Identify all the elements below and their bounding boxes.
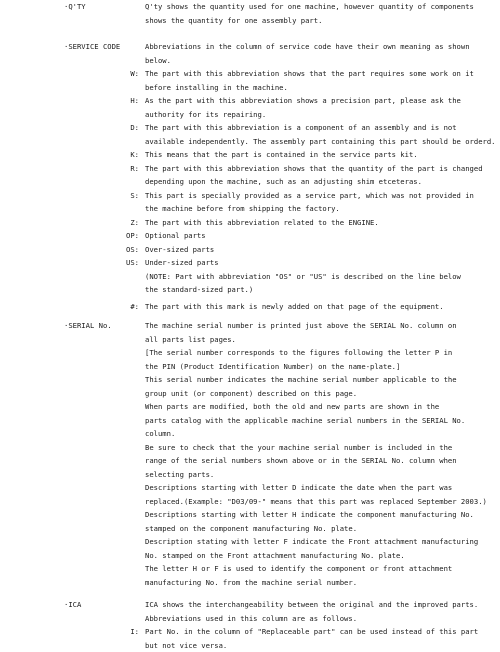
code-entry-op [145,229,490,243]
code-entry-h [145,94,490,121]
serial-line: The machine serial number is printed just above the SERIAL No. column on [145,319,490,333]
code-label: Z: [119,216,139,230]
code-line: before installing in the machine. [145,81,490,95]
qty-line: shows the quantity for one assembly part. [145,14,490,28]
serial-line: Be sure to check that the your machine serial number is included in the [145,441,490,455]
code-line: available independently. The assembly part containing this part should be orderd. [145,135,490,149]
code-line: but not vice versa. [145,639,490,652]
serial-line: The letter H or F is used to identify the component or front attachment [145,562,490,576]
code-line: depending upon the machine, such as an adjusting shim etceteras. [145,175,490,189]
code-label: #: [119,300,139,314]
code-line: the standard-sized part.) [145,283,490,297]
code-entry-k [145,148,490,162]
code-label: W: [119,67,139,81]
serial-line: replaced.(Example: "D03/09-" means that this part was replaced September 2003.) [145,495,490,509]
code-line: (NOTE: Part with abbreviation "OS" or "US" is described on the line below [145,270,490,284]
ica-description [145,598,490,652]
code-label: K: [119,148,139,162]
code-line: The part with this abbreviation shows that the part requires some work on it [145,67,490,81]
serial-line: This serial number indicates the machine serial number applicable to the [145,373,490,387]
ica-entry-i [145,625,490,652]
code-entry-new-mark [145,300,490,314]
code-line: Over-sized parts [145,243,490,257]
serial-line: [The serial number corresponds to the figures following the letter P in [145,346,490,360]
code-label: I: [119,625,139,639]
code-line: Under-sized parts [145,256,490,270]
service-code-intro-line: Abbreviations in the column of service code have their own meaning as shown [145,40,490,54]
code-entry-os [145,243,490,257]
qty-line: Q'ty shows the quantity used for one machine, however quantity of components [145,0,490,14]
serial-line: all parts list pages. [145,333,490,347]
code-entry-us [145,256,490,297]
code-entry-w [145,67,490,94]
qty-heading: ·Q'TY [64,0,86,14]
code-line: Part No. in the column of "Replaceable part" can be used instead of this part [145,625,490,639]
code-line: The part with this abbreviation shows that the quantity of the part is changed [145,162,490,176]
code-label: OS: [119,243,139,257]
code-line: This means that the part is contained in the service parts kit. [145,148,490,162]
code-label: D: [119,121,139,135]
serial-line: group unit (or component) described on this page. [145,387,490,401]
serial-line: Description stating with letter F indicate the Front attachment manufacturing [145,535,490,549]
code-label: H: [119,94,139,108]
serial-line: manufacturing No. from the machine serial number. [145,576,490,590]
code-line: As the part with this abbreviation shows a precision part, please ask the [145,94,490,108]
ica-intro-line: ICA shows the interchangeability between the original and the improved parts. [145,598,490,612]
code-line: This part is specially provided as a service part, which was not provided in [145,189,490,203]
serial-line: the PIN (Product Identification Number) on the name-plate.] [145,360,490,374]
serial-line: selecting parts. [145,468,490,482]
service-code-heading: ·SERVICE CODE [64,40,120,54]
code-label: OP: [119,229,139,243]
code-line: the machine before from shipping the factory. [145,202,490,216]
code-line: The part with this abbreviation related to the ENGINE. [145,216,490,230]
code-label: S: [119,189,139,203]
service-code-description [145,40,490,313]
ica-intro-line: Abbreviations used in this column are as follows. [145,612,490,626]
serial-line: column. [145,427,490,441]
code-label: US: [119,256,139,270]
serial-line: No. stamped on the Front attachment manufacturing No. plate. [145,549,490,563]
code-entry-r [145,162,490,189]
serial-line: Descriptions starting with letter H indicate the component manufacturing No. [145,508,490,522]
serial-line: Descriptions starting with letter D indicate the date when the part was [145,481,490,495]
code-line: Optional parts [145,229,490,243]
serial-line: When parts are modified, both the old and new parts are shown in the [145,400,490,414]
code-line: The part with this mark is newly added on that page of the equipment. [145,300,490,314]
code-entry-d [145,121,490,148]
serial-line: parts catalog with the applicable machine serial numbers in the SERIAL No. [145,414,490,428]
code-line: The part with this abbreviation is a component of an assembly and is not [145,121,490,135]
serial-no-heading: ·SERIAL No. [64,319,112,333]
code-line: authority for its repairing. [145,108,490,122]
ica-heading: ·ICA [64,598,81,612]
code-label: R: [119,162,139,176]
code-entry-z [145,216,490,230]
serial-line: range of the serial numbers shown above or in the SERIAL No. column when [145,454,490,468]
code-entry-s [145,189,490,216]
qty-description [145,0,490,27]
service-code-intro-line: below. [145,54,490,68]
serial-line: stamped on the component manufacturing No. plate. [145,522,490,536]
serial-no-description [145,319,490,589]
